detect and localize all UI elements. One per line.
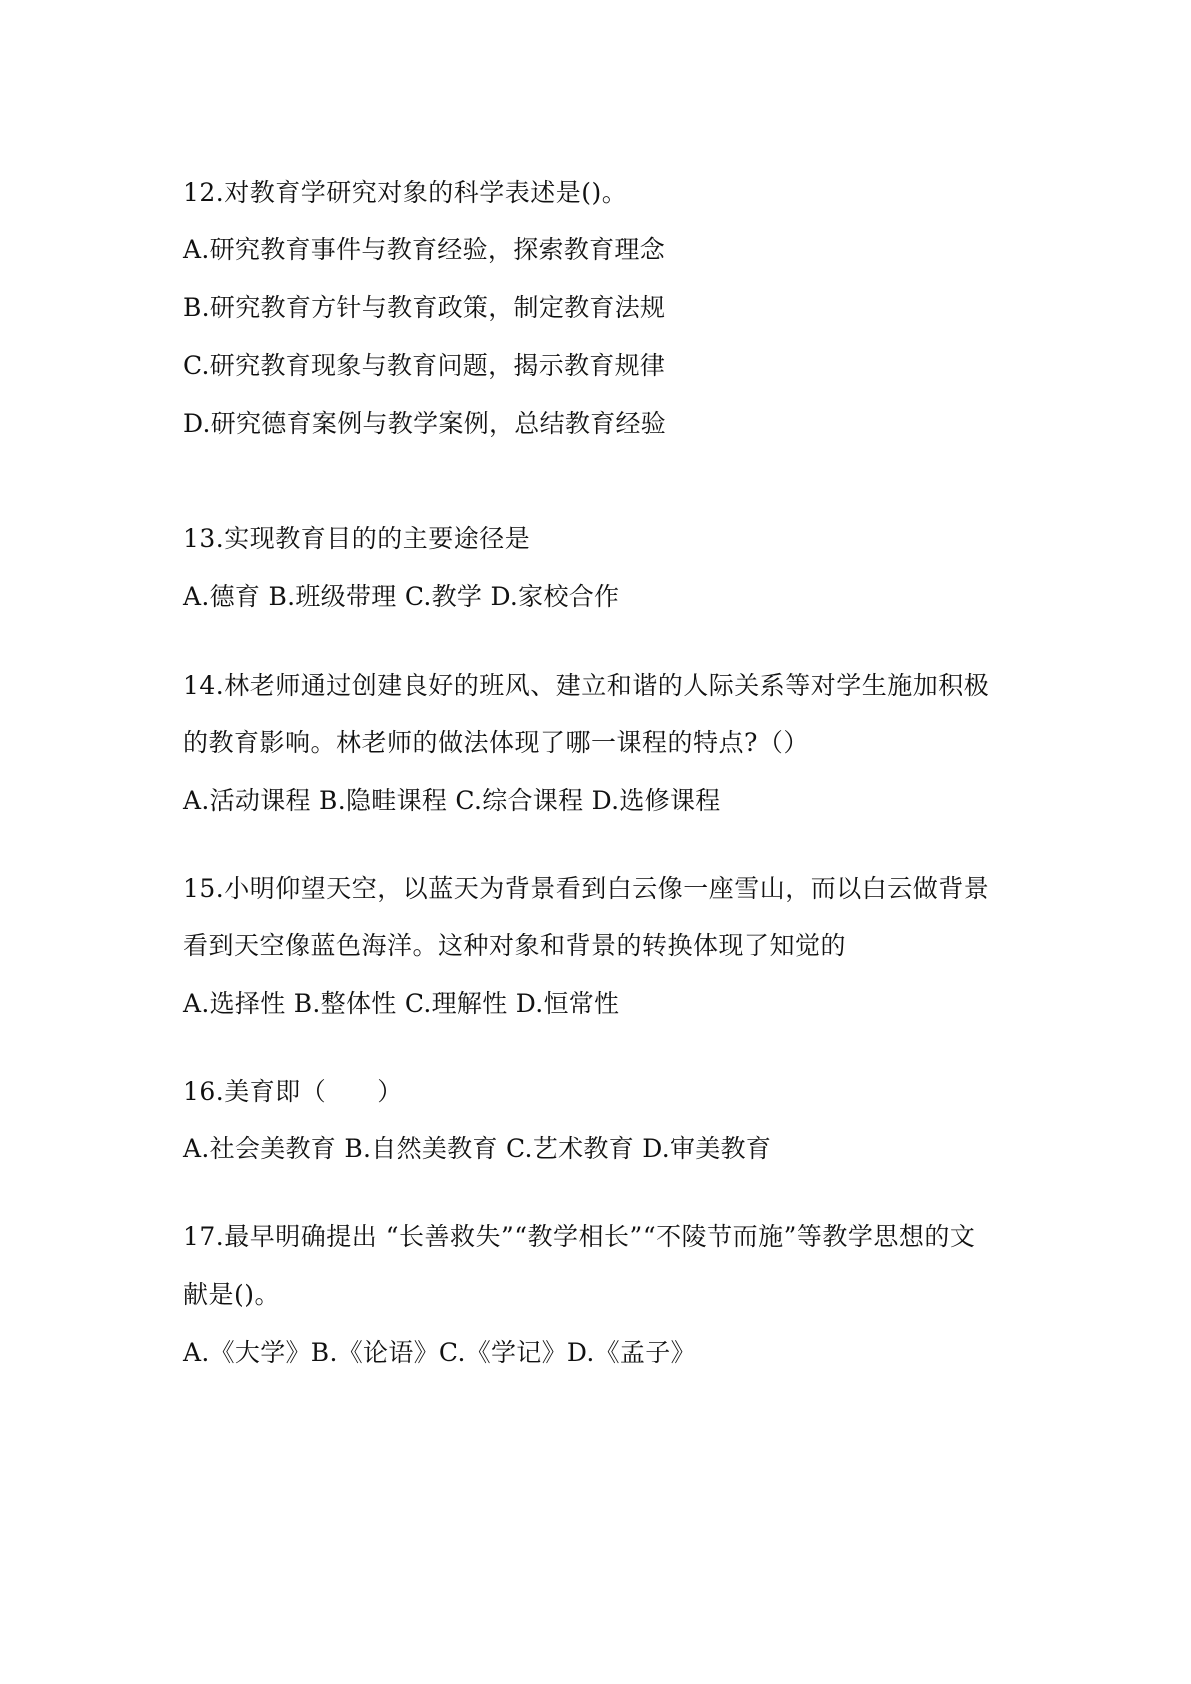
question-15-stem-line-1: 15.小明仰望天空，以蓝天为背景看到白云像一座雪山，而以白云做背景 bbox=[183, 874, 990, 903]
question-12-option-a: A.研究教育事件与教育经验，探索教育理念 bbox=[183, 235, 666, 264]
question-12-stem: 12.对教育学研究对象的科学表述是()。 bbox=[183, 178, 628, 207]
question-14-options: A.活动课程 B.隐畦课程 C.综合课程 D.选修课程 bbox=[183, 786, 721, 815]
question-14-stem-line-1: 14.林老师通过创建良好的班风、建立和谐的人际关系等对学生施加积极 bbox=[183, 671, 990, 700]
question-17-stem-line-1: 17.最早明确提出 “长善救失”“教学相长”“不陵节而施”等教学思想的文 bbox=[183, 1222, 976, 1251]
question-17-stem-line-2: 献是()。 bbox=[183, 1280, 281, 1309]
question-17-options: A.《大学》B.《论语》C.《学记》D.《孟子》 bbox=[183, 1338, 696, 1367]
question-16-options: A.社会美教育 B.自然美教育 C.艺术教育 D.审美教育 bbox=[183, 1134, 772, 1163]
question-13-stem: 13.实现教育目的的主要途径是 bbox=[183, 524, 531, 553]
question-12-option-b: B.研究教育方针与教育政策，制定教育法规 bbox=[183, 293, 666, 322]
question-12-option-d: D.研究德育案例与教学案例，总结教育经验 bbox=[183, 409, 667, 438]
question-15-stem-line-2: 看到天空像蓝色海洋。这种对象和背景的转换体现了知觉的 bbox=[183, 931, 847, 960]
question-14-stem-line-2: 的教育影响。林老师的做法体现了哪一课程的特点?（） bbox=[183, 728, 809, 757]
question-16-stem: 16.美育即（ ） bbox=[183, 1077, 403, 1106]
question-12-option-c: C.研究教育现象与教育问题，揭示教育规律 bbox=[183, 351, 666, 380]
question-13-options: A.德育 B.班级带理 C.教学 D.家校合作 bbox=[183, 582, 620, 611]
question-15-options: A.选择性 B.整体性 C.理解性 D.恒常性 bbox=[183, 989, 620, 1018]
